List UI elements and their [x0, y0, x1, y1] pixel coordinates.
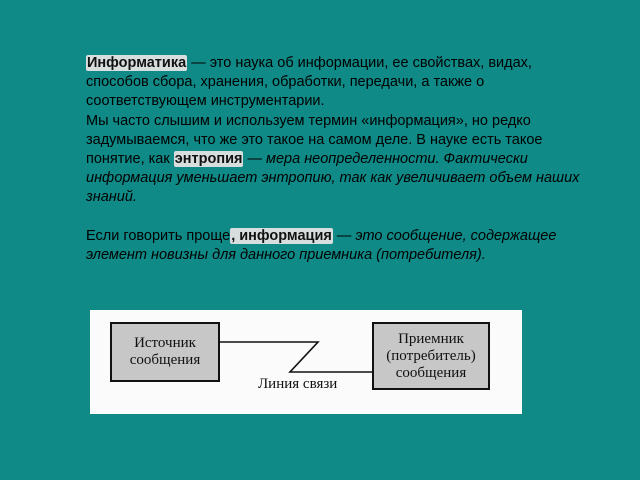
communication-diagram	[90, 310, 522, 414]
entropy-dash: —	[243, 151, 267, 168]
paragraph-informatics	[86, 54, 586, 112]
source-label-line1: Источник	[134, 335, 196, 351]
term-informatics: Информатика	[87, 55, 187, 71]
text-content	[86, 54, 586, 265]
paragraph-information	[86, 227, 586, 265]
entropy-definition: мера неопределенности. Фактически информация уменьшает энтропию, так как увеличивает объем наших знаний.	[86, 151, 580, 206]
channel-label: Линия связи	[258, 376, 338, 392]
information-intro: Если говорить проще	[86, 227, 231, 244]
receiver-label-line2: (потребитель)	[386, 347, 476, 364]
receiver-label-line3: сообщения	[395, 364, 467, 381]
receiver-box	[372, 322, 490, 390]
term-entropy: энтропия	[174, 151, 243, 168]
source-box	[110, 322, 220, 382]
entropy-intro: Мы часто слышим и используем термин «информация», но редко задумываемся, что же это такое на самом деле. В науке есть такое понятие, как	[86, 112, 543, 168]
informatics-definition: — это наука об информации, ее свойствах, видах, способов сбора, хранения, обработки, передачи, а также о соответствующем инструментарии.	[86, 55, 532, 110]
information-dash: —	[332, 227, 356, 244]
term-information: , информация	[231, 227, 332, 244]
receiver-label-line1: Приемник	[398, 330, 464, 347]
paragraph-entropy	[86, 112, 586, 208]
source-label-line2: сообщения	[129, 352, 201, 368]
information-definition: это сообщение, содержащее элемент новизны для данного приемника (потребителя).	[86, 227, 557, 263]
